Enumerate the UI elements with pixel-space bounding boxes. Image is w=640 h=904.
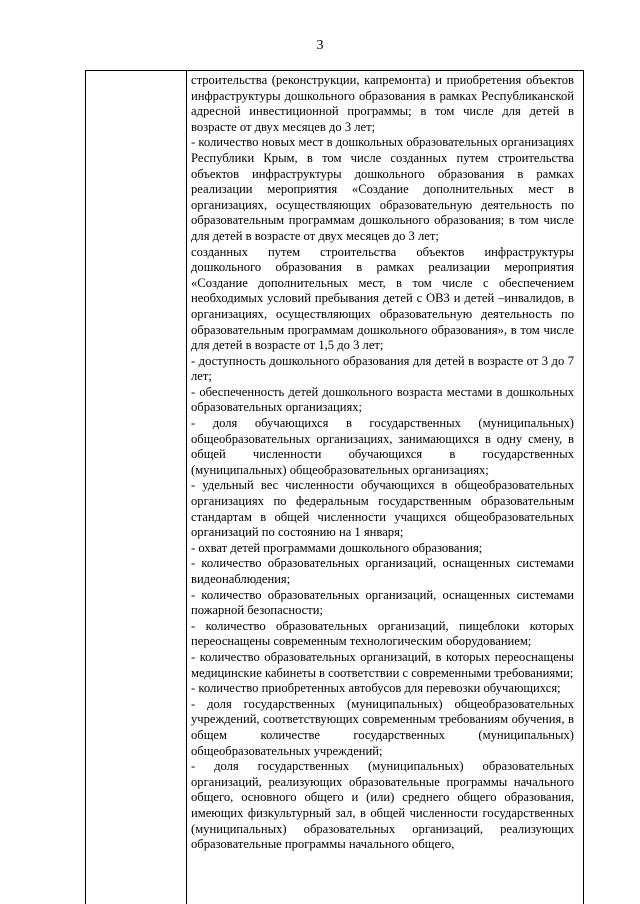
paragraph: строительства (реконструкции, капремонта) и приобретения объектов инфраструктуры дошкольного образования в рамках Республиканской адресной инвестиционной программы; в том числе для детей в возрасте от двух месяцев до 3 лет;: [191, 73, 574, 134]
indicators-text: [187, 71, 583, 853]
paragraph: - доля государственных (муниципальных) общеобразовательных учреждений, соответствующих современным требованиям обучения, в общем количестве государственных (муниципальных) общеобразовательных учреждений;: [191, 696, 574, 758]
indicators-table: [85, 70, 584, 904]
paragraph: - количество новых мест в дошкольных образовательных организациях Республики Крым, в том числе созданных путем строительства объектов инфраструктуры дошкольного образования в рамках реализации мероприятия «Создание дополнительных мест в организациях, осуществляющих образовательную деятельность по образовательным программам дошкольного образования; в том числе для детей в возрасте от двух месяцев до 3 лет;: [191, 135, 574, 243]
paragraph: - доля обучающихся в государственных (муниципальных) общеобразовательных организациях, занимающихся в одну смену, в общей численности обучающихся в государственных (муниципальных) общеобразовательных организациях;: [191, 416, 574, 477]
paragraph: - количество приобретенных автобусов для перевозки обучающихся;: [191, 681, 561, 696]
paragraph: - удельный вес численности обучающихся в общеобразовательных организациях по федеральным государственным образовательным стандартам в общей численности учащихся общеобразовательных организаций по состоянию на 1 января;: [191, 478, 574, 540]
paragraph: - доля государственных (муниципальных) образовательных организаций, реализующих образовательные программы начального общего, основного общего и (или) среднего общего образования, имеющих физкультурный зал, в общей численности государственных (муниципальных) образовательных организаций, реализующих образовательные программы начального общего,: [191, 759, 574, 852]
table-right-cell: [187, 71, 583, 904]
paragraph: - количество образовательных организаций, оснащенных системами пожарной безопасности;: [191, 587, 574, 618]
paragraph: - количество образовательных организаций, в которых переоснащены медицинские кабинеты в соответствии с современными требованиями;: [191, 649, 574, 680]
paragraph: созданных путем строительства объектов инфраструктуры дошкольного образования в рамках реализации мероприятия «Создание дополнительных мест, в том числе с обеспечением необходимых условий пребывания детей с ОВЗ и детей –инвалидов, в организациях, осуществляющих образовательную деятельность по образовательным программам дошкольного образования», в том числе для детей в возрасте от 1,5 до 3 лет;: [191, 244, 574, 353]
paragraph: - доступность дошкольного образования для детей в возрасте от 3 до 7 лет;: [191, 353, 574, 384]
paragraph: - охват детей программами дошкольного образования;: [191, 540, 483, 555]
paragraph: - количество образовательных организаций, пищеблоки которых переоснащены современным технологическим оборудованием;: [191, 618, 574, 649]
paragraph: - количество образовательных организаций, оснащенных системами видеонаблюдения;: [191, 556, 574, 586]
page-number: 3: [316, 38, 324, 53]
table-left-cell: [86, 71, 187, 904]
paragraph: - обеспеченность детей дошкольного возраста местами в дошкольных образовательных организациях;: [191, 384, 574, 415]
